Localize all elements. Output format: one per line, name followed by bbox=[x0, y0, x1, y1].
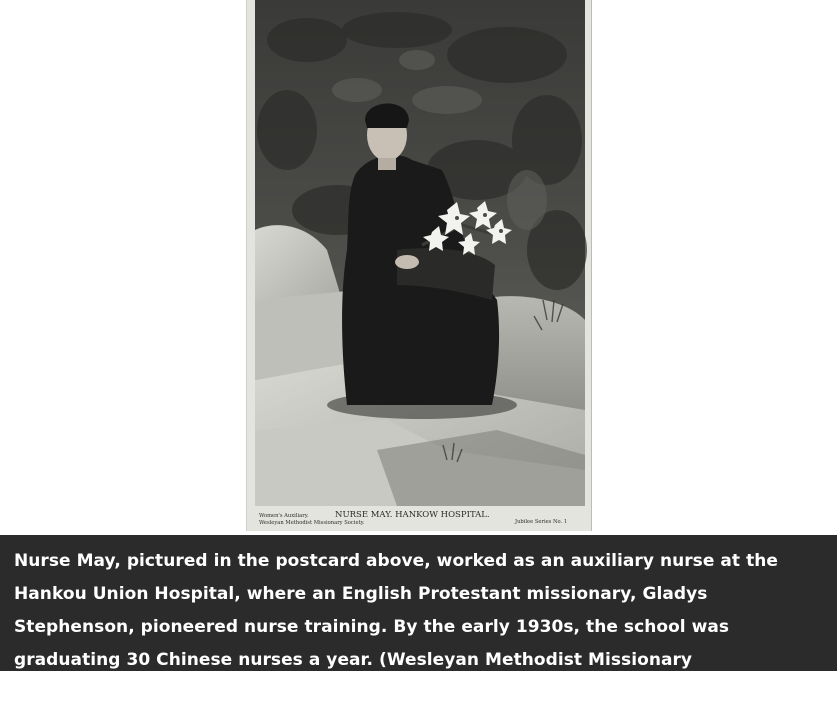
postcard-imprint-series: Jubilee Series No. 1 bbox=[515, 519, 568, 525]
photo-caption: Nurse May, pictured in the postcard above, worked as an auxiliary nurse at the Hankou Union Hospital, where an English Protestant missionary, Gladys Stephenson, pioneered nurse training. By the early 1930s, the school was graduating 30 Chinese nurses a year. (Wesleyan Methodist Missionary Society/National Library of Medicine ) bbox=[14, 551, 778, 703]
postcard-photo-svg bbox=[247, 0, 591, 531]
historic-postcard-image bbox=[246, 0, 592, 531]
postcard-imprint-left: Women's Auxiliary. bbox=[259, 513, 309, 519]
photo-caption-bar bbox=[0, 535, 837, 703]
postcard-imprint-title: NURSE MAY. HANKOW HOSPITAL. bbox=[335, 510, 490, 520]
postcard-imprint-society: Wesleyan Methodist Missionary Society. bbox=[259, 520, 365, 526]
